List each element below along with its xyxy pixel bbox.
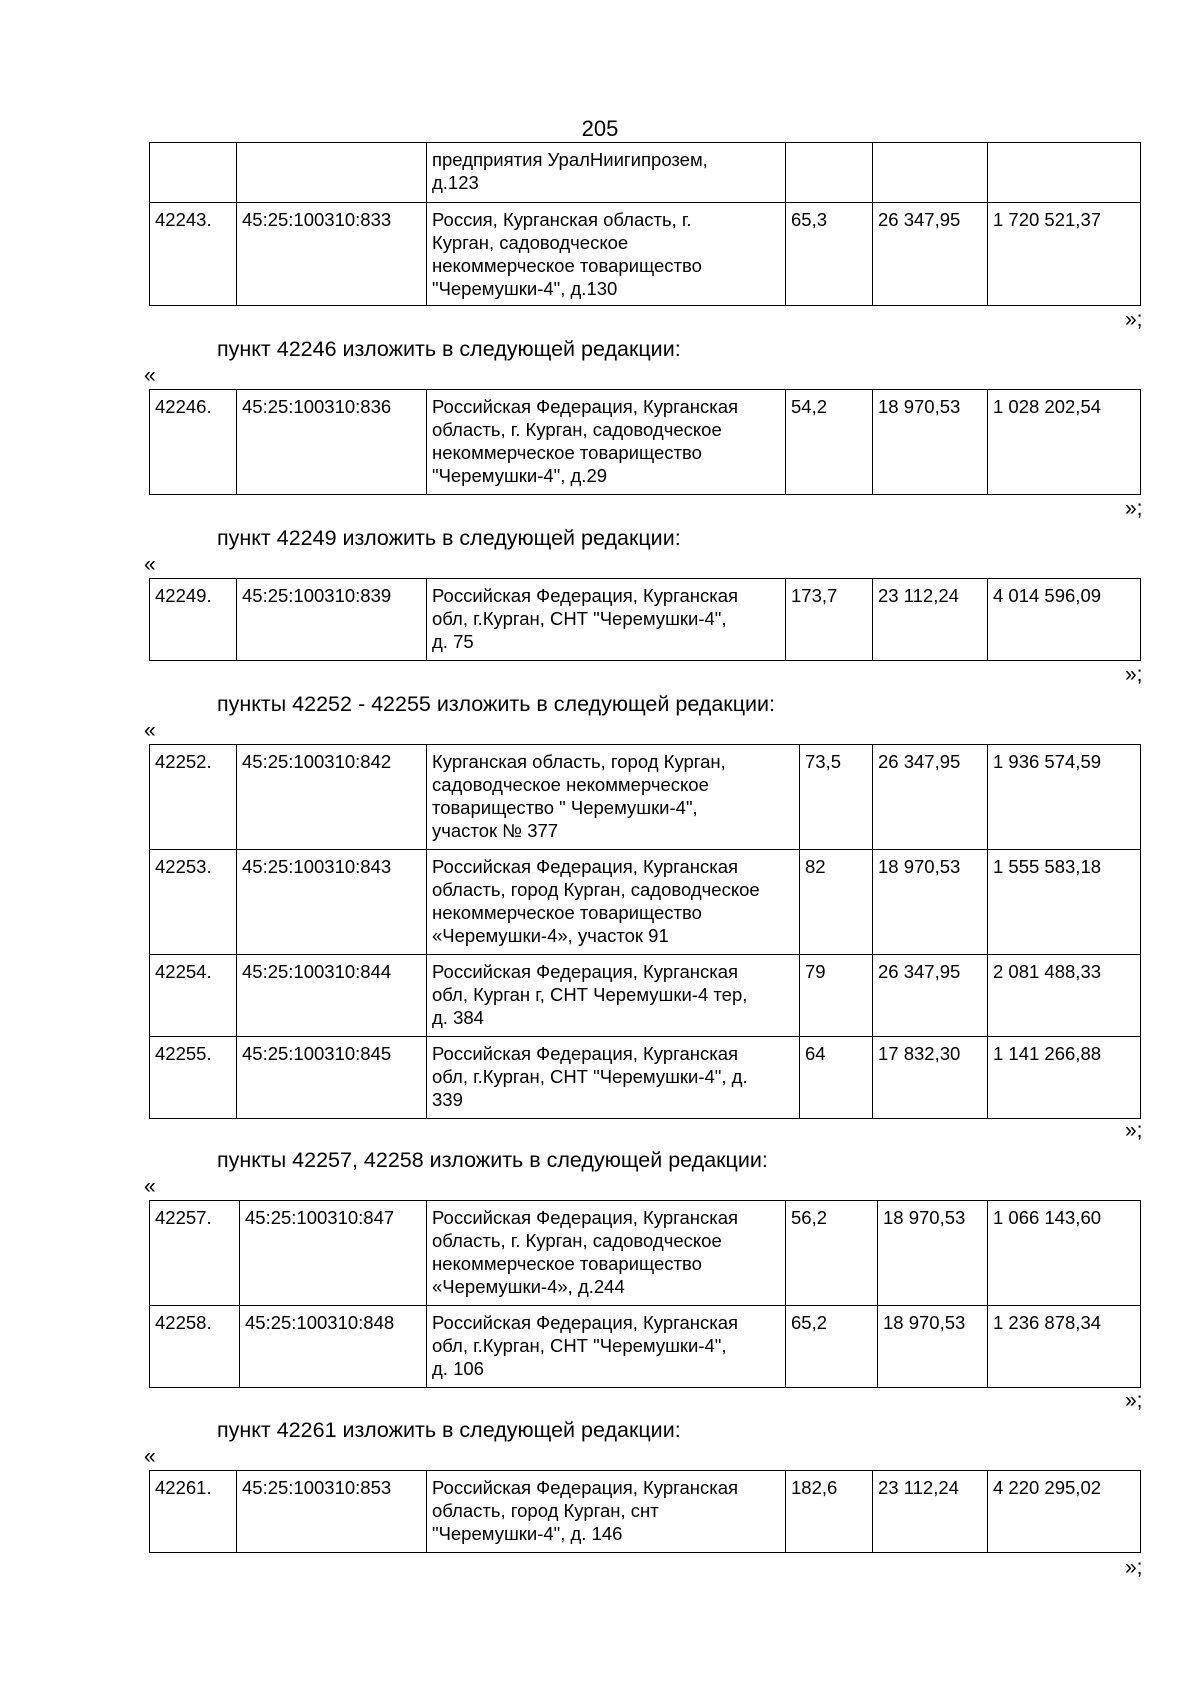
row-number: 42249. xyxy=(150,579,237,661)
section-table-0 xyxy=(149,142,1141,306)
address: Курганская область, город Курган, садоводческое некоммерческое товарищество " Черемушки-4", участок № 377 xyxy=(427,745,800,850)
cadastral-value xyxy=(988,143,1141,203)
area: 173,7 xyxy=(786,579,873,661)
section-table-3 xyxy=(149,744,1141,1119)
cadastral-number: 45:25:100310:842 xyxy=(237,745,427,850)
row-number xyxy=(150,143,237,203)
area: 65,2 xyxy=(786,1306,878,1388)
closing-quote: »; xyxy=(1125,1556,1143,1579)
section-table-1 xyxy=(149,389,1141,495)
rate: 18 970,53 xyxy=(878,1201,988,1306)
table-row xyxy=(150,579,1141,661)
row-number: 42257. xyxy=(150,1201,240,1306)
area: 182,6 xyxy=(786,1471,873,1553)
rate: 17 832,30 xyxy=(873,1037,988,1119)
address: Российская Федерация, Курганская область, город Курган, снт "Черемушки-4", д. 146 xyxy=(427,1471,786,1553)
cadastral-value: 1 236 878,34 xyxy=(988,1306,1141,1388)
area: 79 xyxy=(800,955,873,1037)
address: Российская Федерация, Курганская область, г. Курган, садоводческое некоммерческое товарищество "Черемушки-4", д.29 xyxy=(427,390,786,495)
rate: 26 347,95 xyxy=(873,745,988,850)
cadastral-number: 45:25:100310:845 xyxy=(237,1037,427,1119)
cadastral-number: 45:25:100310:847 xyxy=(240,1201,427,1306)
area xyxy=(786,143,873,203)
table-row xyxy=(150,1201,1141,1306)
area: 64 xyxy=(800,1037,873,1119)
area: 54,2 xyxy=(786,390,873,495)
rate: 18 970,53 xyxy=(873,850,988,955)
rate: 18 970,53 xyxy=(878,1306,988,1388)
table-row xyxy=(150,203,1141,306)
address: предприятия УралНиигипрозем, д.123 xyxy=(427,143,786,203)
rate: 23 112,24 xyxy=(873,1471,988,1553)
row-number: 42254. xyxy=(150,955,237,1037)
rate xyxy=(873,143,988,203)
cadastral-value: 1 028 202,54 xyxy=(988,390,1141,495)
section-table-2 xyxy=(149,578,1141,661)
row-number: 42258. xyxy=(150,1306,240,1388)
closing-quote: »; xyxy=(1125,1119,1143,1142)
closing-quote: »; xyxy=(1125,1389,1143,1412)
row-number: 42261. xyxy=(150,1471,237,1553)
table-row xyxy=(150,745,1141,850)
address: Российская Федерация, Курганская область, город Курган, садоводческое некоммерческое товарищество «Черемушки-4», участок 91 xyxy=(427,850,800,955)
rate: 26 347,95 xyxy=(873,955,988,1037)
rate: 18 970,53 xyxy=(873,390,988,495)
area: 73,5 xyxy=(800,745,873,850)
cadastral-value: 1 720 521,37 xyxy=(988,203,1141,306)
cadastral-value: 4 220 295,02 xyxy=(988,1471,1141,1553)
closing-quote: »; xyxy=(1125,497,1143,520)
cadastral-number xyxy=(237,143,427,203)
address: Российская Федерация, Курганская обл, Курган г, СНТ Черемушки-4 тер, д. 384 xyxy=(427,955,800,1037)
amendment-intro: пункт 42249 изложить в следующей редакции: xyxy=(217,526,681,550)
cadastral-number: 45:25:100310:848 xyxy=(240,1306,427,1388)
closing-quote: »; xyxy=(1125,308,1143,331)
cadastral-number: 45:25:100310:843 xyxy=(237,850,427,955)
cadastral-value: 4 014 596,09 xyxy=(988,579,1141,661)
table-row xyxy=(150,955,1141,1037)
table-row xyxy=(150,143,1141,203)
table-row xyxy=(150,1306,1141,1388)
row-number: 42246. xyxy=(150,390,237,495)
cadastral-value: 2 081 488,33 xyxy=(988,955,1141,1037)
amendment-intro: пункты 42257, 42258 изложить в следующей редакции: xyxy=(217,1148,768,1172)
cadastral-value: 1 555 583,18 xyxy=(988,850,1141,955)
area: 56,2 xyxy=(786,1201,878,1306)
page-number: 205 xyxy=(581,116,619,141)
area: 65,3 xyxy=(786,203,873,306)
cadastral-number: 45:25:100310:839 xyxy=(237,579,427,661)
cadastral-value: 1 141 266,88 xyxy=(988,1037,1141,1119)
rate: 23 112,24 xyxy=(873,579,988,661)
table-row xyxy=(150,1037,1141,1119)
cadastral-number: 45:25:100310:833 xyxy=(237,203,427,306)
amendment-intro: пункты 42252 - 42255 изложить в следующей редакции: xyxy=(217,692,776,716)
opening-quote: « xyxy=(144,1175,156,1198)
address: Российская Федерация, Курганская обл, г.Курган, СНТ "Черемушки-4", д. 339 xyxy=(427,1037,800,1119)
row-number: 42252. xyxy=(150,745,237,850)
closing-quote: »; xyxy=(1125,663,1143,686)
opening-quote: « xyxy=(144,553,156,576)
cadastral-number: 45:25:100310:836 xyxy=(237,390,427,495)
section-table-5 xyxy=(149,1470,1141,1553)
address: Российская Федерация, Курганская область, г. Курган, садоводческое некоммерческое товарищество «Черемушки-4», д.244 xyxy=(427,1201,786,1306)
row-number: 42253. xyxy=(150,850,237,955)
amendment-intro: пункт 42261 изложить в следующей редакции: xyxy=(217,1418,681,1442)
cadastral-number: 45:25:100310:844 xyxy=(237,955,427,1037)
row-number: 42243. xyxy=(150,203,237,306)
address: Российская Федерация, Курганская обл, г.Курган, СНТ "Черемушки-4", д. 75 xyxy=(427,579,786,661)
rate: 26 347,95 xyxy=(873,203,988,306)
section-table-4 xyxy=(149,1200,1141,1388)
table-row xyxy=(150,850,1141,955)
opening-quote: « xyxy=(144,364,156,387)
row-number: 42255. xyxy=(150,1037,237,1119)
table-row xyxy=(150,390,1141,495)
opening-quote: « xyxy=(144,719,156,742)
amendment-intro: пункт 42246 изложить в следующей редакции: xyxy=(217,337,681,361)
table-row xyxy=(150,1471,1141,1553)
cadastral-number: 45:25:100310:853 xyxy=(237,1471,427,1553)
cadastral-value: 1 936 574,59 xyxy=(988,745,1141,850)
cadastral-value: 1 066 143,60 xyxy=(988,1201,1141,1306)
area: 82 xyxy=(800,850,873,955)
opening-quote: « xyxy=(144,1445,156,1468)
address: Россия, Курганская область, г. Курган, садоводческое некоммерческое товарищество "Черемушки-4", д.130 xyxy=(427,203,786,306)
address: Российская Федерация, Курганская обл, г.Курган, СНТ "Черемушки-4", д. 106 xyxy=(427,1306,786,1388)
